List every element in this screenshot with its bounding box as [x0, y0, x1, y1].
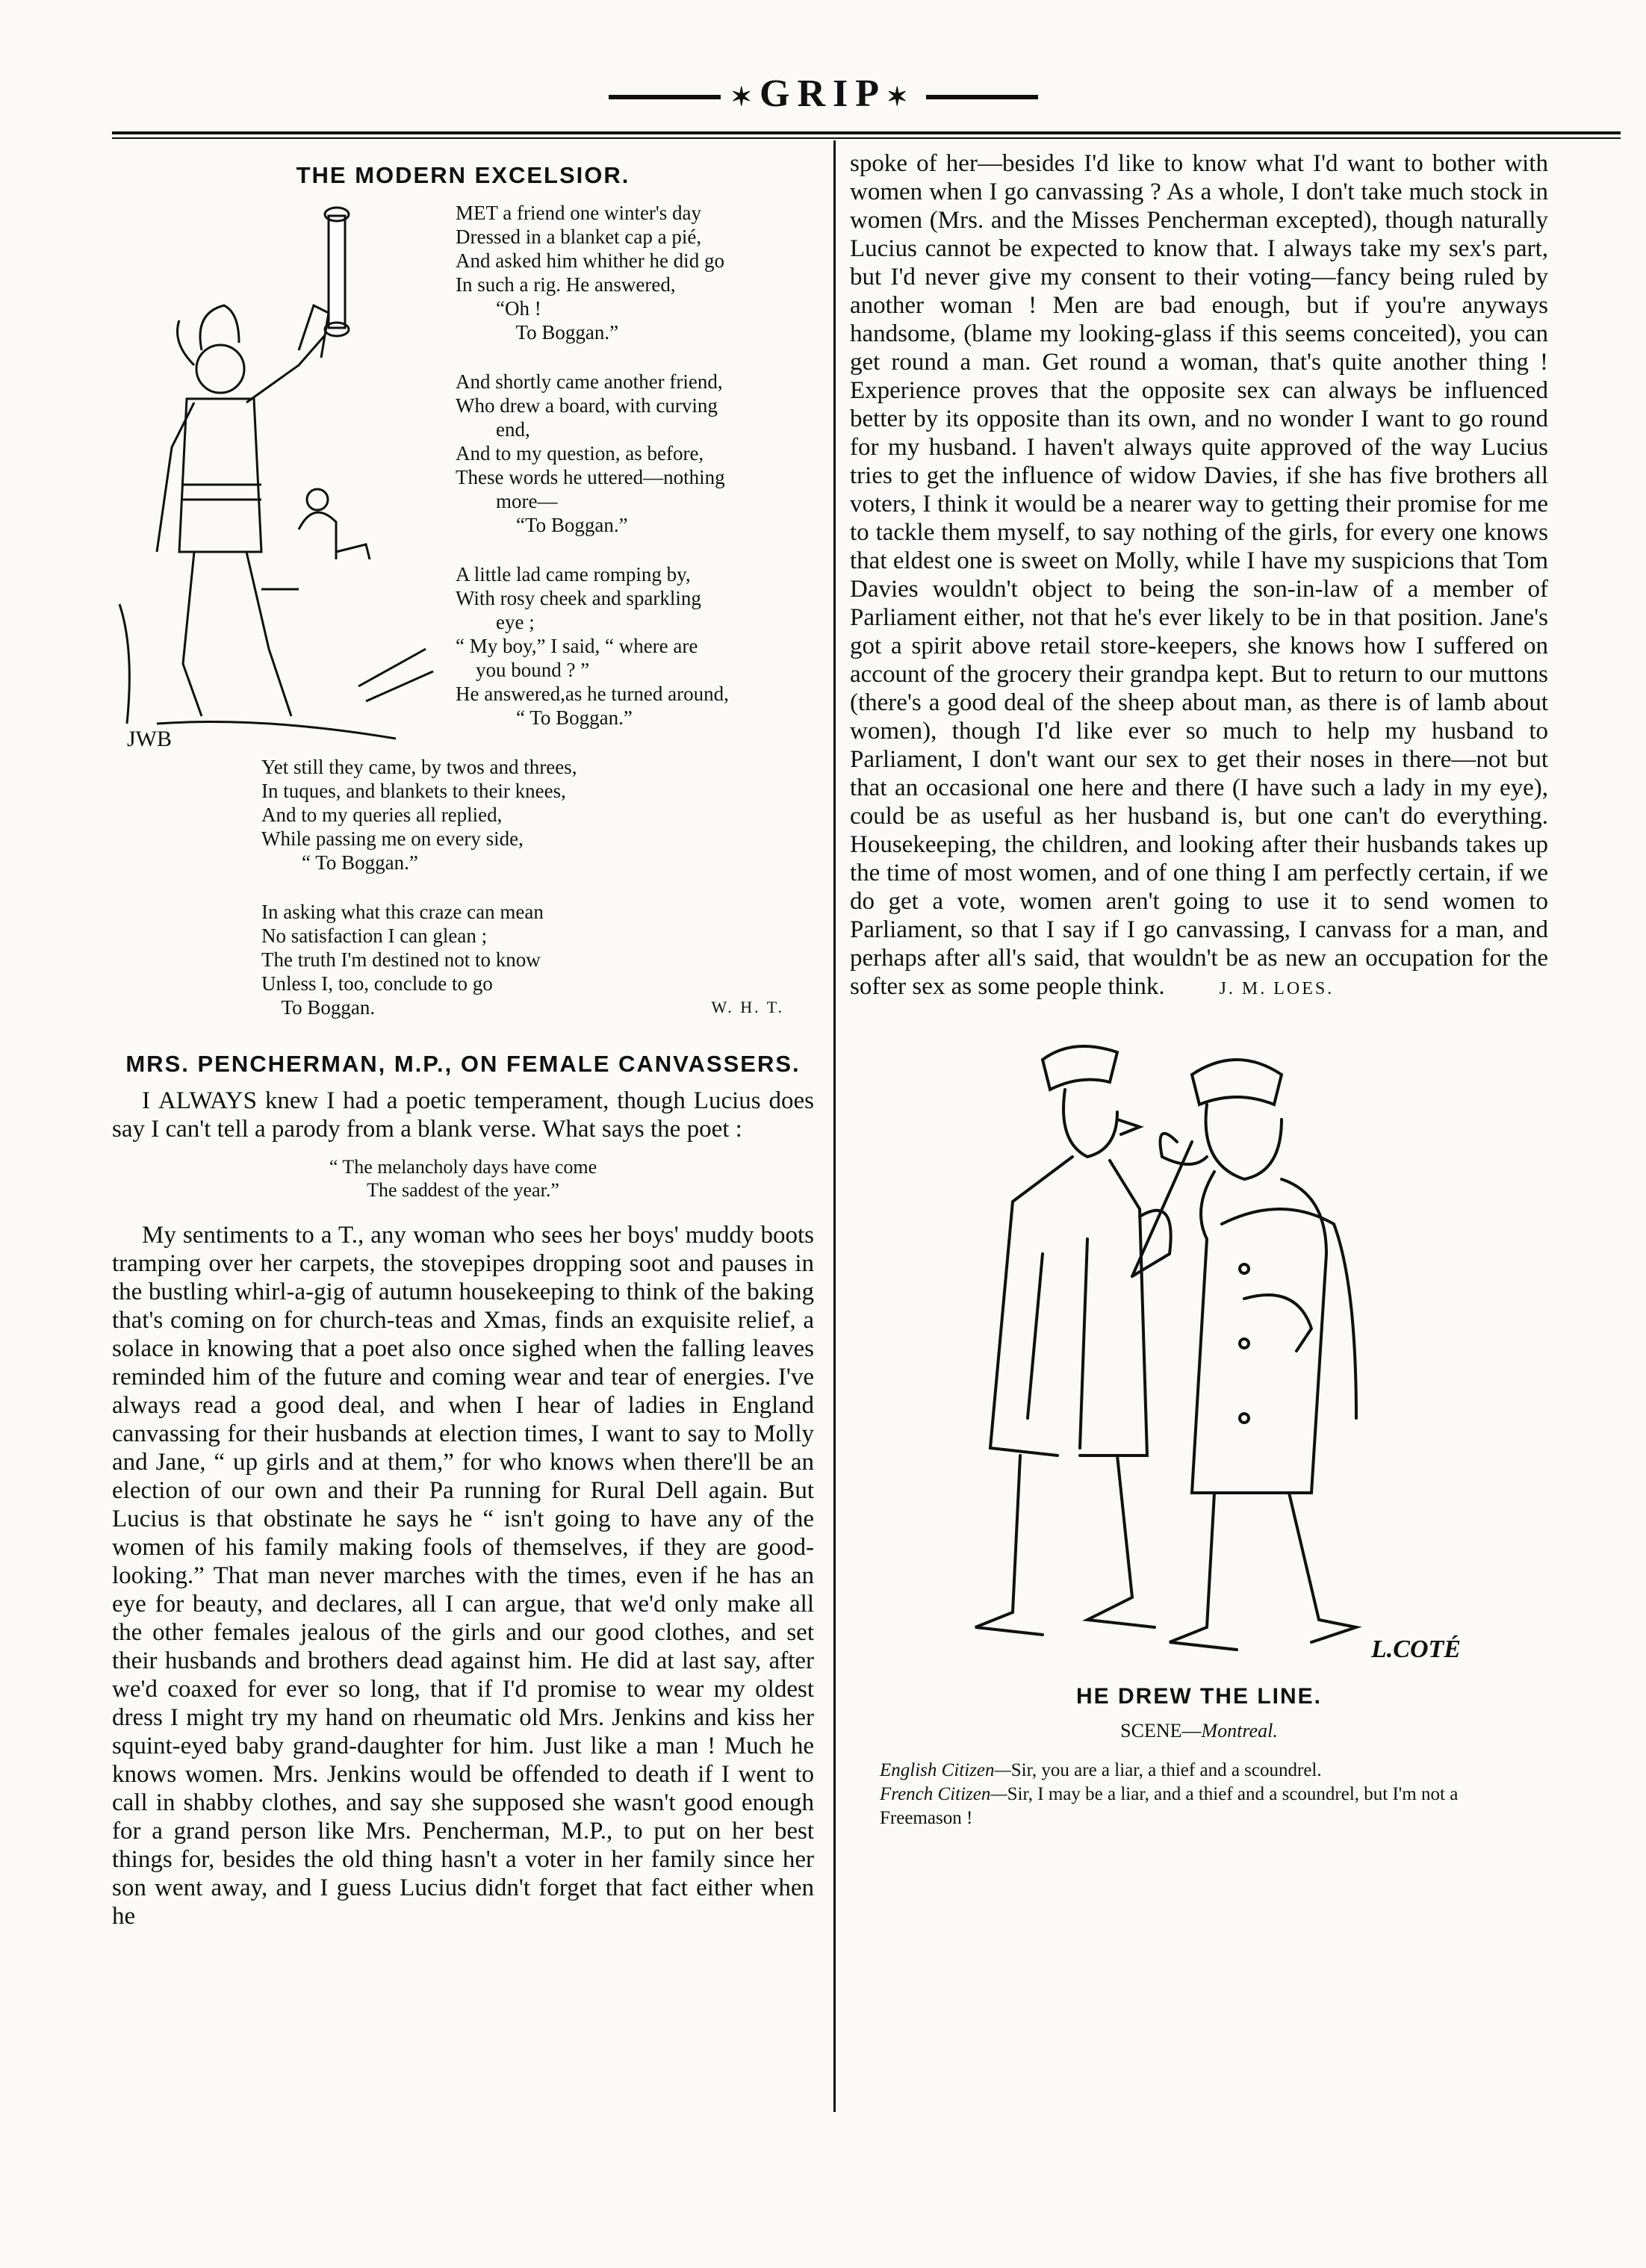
excelsior-title: THE MODERN EXCELSIOR. [296, 162, 630, 188]
cartoon-dialog [850, 1759, 1548, 1830]
poet-quote [112, 1155, 814, 1202]
header-rule-thin [112, 137, 1621, 139]
dropcap: I [142, 1087, 150, 1114]
poem-signature: W. H. T. [711, 998, 784, 1016]
boggan-illustration [112, 201, 448, 754]
pencherman-title: MRS. PENCHERMAN, M.P., ON FEMALE CANVASSERS. [125, 1051, 801, 1077]
left-column [112, 161, 814, 1930]
dialog-text: Sir, you are a liar, a thief and a scoundrel. [1010, 1760, 1322, 1780]
poem-line: more— [456, 490, 558, 512]
cartoon-title: HE DREW THE LINE. [1075, 1684, 1322, 1709]
stanza-2 [456, 370, 729, 537]
poem-line: Yet still they came, by twos and threes, [261, 756, 577, 778]
star-ornament-icon: ✶ [730, 84, 760, 112]
artist-mark: JWB [127, 727, 172, 751]
poem-line: “To Boggan.” [456, 514, 628, 536]
right-column [850, 149, 1548, 1830]
dialog-line-2 [880, 1783, 1533, 1830]
dialog-line-1 [880, 1759, 1533, 1783]
continued-text: spoke of her—besides I'd like to know what I'd want to bother with women when I go canvassing ? As a whole, I don't take much stock in women (Mrs. and the Misses Pencherman excepted), though naturally Lucius cannot be expected to know that. I always take my sex's part, but I'd never give my consent to their voting—fancy being ruled by another woman ! Men are bad enough, but if you're anyways handsome, (blame my looking-glass if this seems conceited), you can get round a man. Get round a woman, that's quite another thing ! Experience proves that the opposite sex can always be influenced better by its opposite than its own, and no wonder I want to go round for my husband. I haven't always quite approved of the way Lucius tries to get the influence of widow Davies, if she has five brothers all voters, I think it would be a nearer way to getting their promise for me to tackle them myself, to say nothing of the girls, for every one knows that eldest one is sweet on Molly, while I have my suspicions that Tom Davies wouldn't object to being the son-in-law of a member of Parliament either, not that he's ever likely to be in that position. Jane's got a spirit above retail store-keepers, she knows how I suffered on account of the grocery their grandpa kept. But to return to our muttons (there's a good deal of the sheep about man, as there is of lamb about women), though I'd like ever so much to help my husband to Parliament, I don't want our sex to get their noses in there—not but that an occasional one here and there (I have such a lady in my eye), could be as useful as her husband is, but one can't do everything. Housekeeping, the children, and looking after their husbands takes up the time of most women, and of one thing I am perfectly certain, if we do get a vote, women aren't going to use it to send women to Parliament, so that I say if I go canvassing, I canvass for a man, and perhaps after all's said, that wouldn't be as new an occupation for the softer sex as some people think. [850, 150, 1548, 1000]
poem-line: In such a rig. He answered, [456, 273, 676, 296]
poem-line: To Boggan. [261, 996, 376, 1019]
poem-line: These words he uttered—nothing [456, 466, 725, 488]
poem-line: And shortly came another friend, [456, 370, 723, 393]
quote-line: The saddest of the year.” [367, 1179, 559, 1201]
speaker-english: English Citizen— [880, 1760, 1011, 1780]
poem-line: With rosy cheek and sparkling [456, 587, 701, 609]
scene-place: Montreal. [1201, 1720, 1278, 1742]
pencherman-body: My sentiments to a T., any woman who sees her boys' muddy boots tramping over her carpets, the stovepipes dropping soot and pauses in the bustling whirl-a-gig of autumn housekeeping to think of the baking that's coming on for church-teas and Xmas, finds an exquisite relief, a solace in knowing that a poet also once sighed when the falling leaves reminded him of the future and coming wear and tear of energies. I've always read a good deal, and when I hear of ladies in England canvassing for their husbands at election times, I want to say to Molly and Jane, “ up girls and at them,” for who knows when there'll be an election of our own and their Pa running for Rural Dell again. But Lucius is that obstinate he says he “ isn't going to have any of the women of his family making fools of themselves, if they are good-looking.” That man never marches with the times, even if he has an eye for beauty, and declares, all I can argue, that we'd only make all the other females jealous of the girls and our good clothes, and set their husbands and brothers dead against him. He did at last say, after we'd coaxed for ever so long, that if I'd promise to wear my oldest dress I might try my hand on rheumatic old Mrs. Jenkins and kiss her squint-eyed baby grand-daughter for him. Just like a man ! Much he knows women. Mrs. Jenkins would be offended to death if I went to call in shabby clothes, and say she supposed she wasn't good enough for a grand person like Mrs. Pencherman, M.P., to put on her best things for, besides the old thing hasn't a voter in her family since her son went away, and I guess Lucius didn't forget that fact either when he [112, 1222, 814, 1930]
column-divider [833, 140, 836, 2112]
excelsior-poem-bottom [261, 755, 814, 1019]
poem-line: “ To Boggan.” [456, 706, 633, 729]
scene-label: SCENE— [1120, 1720, 1202, 1742]
masthead-rule-right [926, 95, 1038, 99]
poem-line: Dressed in a blanket cap a pié, [456, 226, 702, 248]
poem-line: No satisfaction I can glean ; [261, 925, 488, 947]
star-ornament-icon: ✶ [886, 84, 916, 112]
poem-line: Who drew a board, with curving [456, 394, 718, 417]
poem-last-line [261, 995, 814, 1019]
intro-smallcaps: ALWAYS [158, 1087, 257, 1114]
poem-line: A little lad came romping by, [456, 563, 691, 585]
speaker-french: French Citizen— [880, 1784, 1007, 1804]
excelsior-poem-top [456, 201, 729, 755]
poem-line: To Boggan.” [456, 321, 619, 344]
masthead [0, 72, 1646, 116]
cartoon-scene [850, 1717, 1548, 1745]
excelsior-top [112, 201, 814, 755]
pencherman-signature: J. M. LOES. [1219, 979, 1335, 998]
dialog-text: Sir, I may be a liar, and a thief and a scoundrel, but I'm not a Freemason ! [880, 1784, 1459, 1828]
poem-line: MET a friend one winter's day [456, 202, 702, 224]
poem-line: He answered,as he turned around, [456, 683, 729, 705]
poem-line: While passing me on every side, [261, 827, 524, 850]
cartoon-artist: L.COTÉ [1370, 1635, 1461, 1663]
poem-line: eye ; [456, 611, 535, 633]
cartoon-illustration [893, 1030, 1506, 1672]
masthead-rule-left [609, 95, 721, 99]
quote-line: “ The melancholy days have come [329, 1156, 597, 1178]
poem-line: “ My boy,” I said, “ where are [456, 635, 698, 657]
poem-line: The truth I'm destined not to know [261, 948, 541, 971]
masthead-title: GRIP [760, 72, 886, 115]
pencherman-intro [112, 1087, 814, 1143]
poem-line: you bound ? ” [456, 659, 590, 681]
poem-line: end, [456, 418, 530, 441]
poem-line: And to my question, as before, [456, 442, 704, 465]
stanza-3 [456, 562, 729, 730]
pencherman-continued [850, 149, 1548, 1003]
poem-line: And to my queries all replied, [261, 804, 503, 826]
poem-line: “Oh ! [456, 297, 541, 320]
poem-line: In asking what this craze can mean [261, 901, 544, 923]
intro-text: knew I had a poetic temperament, though Lucius does say I can't tell a parody from a blank verse. What says the poet : [112, 1087, 815, 1143]
header-rule [112, 131, 1621, 134]
stanza-1 [456, 201, 729, 344]
poem-line: And asked him whither he did go [456, 249, 724, 272]
poem-line: “ To Boggan.” [261, 851, 418, 874]
stanza-5 [261, 900, 814, 1019]
poem-line: In tuques, and blankets to their knees, [261, 780, 566, 802]
stanza-4 [261, 755, 814, 874]
poem-line: Unless I, too, conclude to go [261, 972, 493, 995]
